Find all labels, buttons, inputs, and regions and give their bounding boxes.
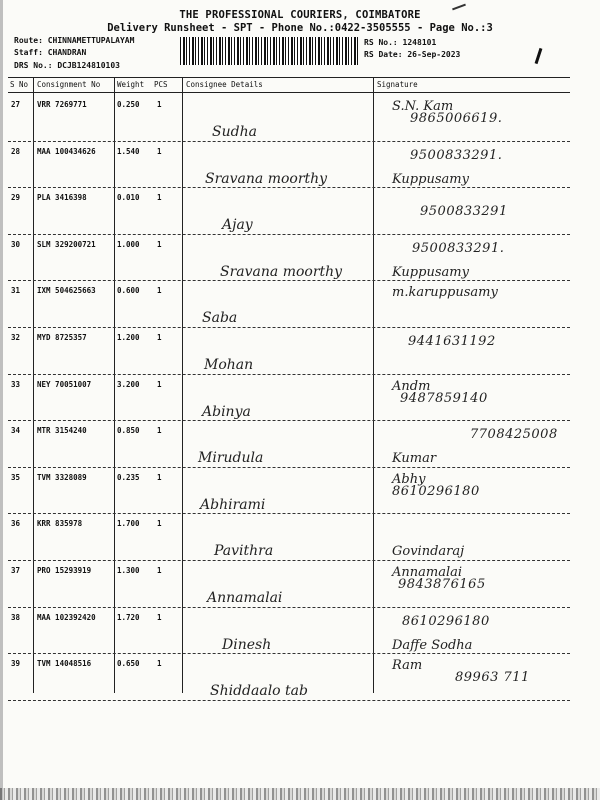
staff-value: CHANDRAN [47, 48, 87, 57]
rs-date-value: 26-Sep-2023 [407, 50, 461, 59]
row-consignment: MAA 102392420 [37, 612, 96, 622]
row-weight: 0.250 [117, 100, 140, 109]
phone-handwriting: 8610296180 [402, 613, 490, 629]
header-consignment: Consignment No [37, 80, 101, 89]
header-sno: S No [10, 80, 29, 89]
row-weight: 0.600 [117, 286, 140, 296]
row-sno: 32 [11, 333, 21, 342]
row-separator [8, 187, 570, 188]
row-sno: 35 [11, 472, 21, 482]
row-pcs: 1 [157, 426, 162, 436]
barcode [180, 37, 358, 65]
col-divider [373, 78, 374, 693]
route-value: CHINNAMETTUPALAYAM [47, 36, 135, 45]
row-pcs: 1 [157, 239, 162, 249]
rs-date-line [364, 50, 460, 59]
row-consignment: VRR 7269771 [37, 100, 87, 109]
row-pcs: 1 [157, 566, 162, 575]
row-sno: 29 [11, 193, 21, 203]
row-separator [8, 141, 570, 142]
col-divider [114, 78, 115, 693]
col-divider [33, 78, 34, 693]
signature-handwriting: m.karuppusamy [392, 285, 498, 301]
row-separator [8, 607, 570, 608]
row-consignment: TVM 14048516 [37, 659, 92, 669]
row-consignment: PRO 15293919 [37, 566, 92, 575]
row-weight: 0.850 [117, 426, 140, 436]
consignee-handwriting: Mirudula [198, 450, 264, 467]
row-separator [8, 234, 570, 235]
phone-handwriting: 9500833291. [412, 240, 505, 256]
signature-handwriting: S.N. Kam [392, 99, 454, 114]
row-sno: 36 [11, 519, 21, 529]
row-separator [8, 327, 570, 328]
row-separator [8, 374, 570, 375]
consignee-handwriting: Saba [202, 310, 238, 327]
route-line [14, 36, 134, 45]
row-pcs: 1 [157, 100, 162, 109]
row-pcs: 1 [157, 659, 162, 669]
row-sno: 31 [11, 286, 21, 296]
row-sno: 38 [11, 612, 21, 622]
consignee-handwriting: Ajay [222, 217, 253, 234]
signature-handwriting: Abhy [392, 471, 426, 487]
header-consignee: Consignee Details [186, 80, 263, 89]
row-pcs: 1 [157, 333, 162, 342]
phone-handwriting: 7708425008 [470, 427, 558, 443]
row-sno: 28 [11, 146, 21, 156]
phone-handwriting: 9487859140 [400, 390, 488, 406]
consignee-handwriting: Annamalai [207, 590, 283, 606]
row-weight: 1.720 [117, 612, 140, 622]
row-pcs: 1 [157, 472, 162, 482]
row-separator [8, 420, 570, 421]
phone-handwriting: 9441631192 [408, 334, 496, 349]
row-weight: 1.200 [117, 333, 140, 342]
route-label: Route: [14, 36, 43, 45]
row-pcs: 1 [157, 379, 162, 389]
scan-edge [0, 0, 3, 800]
rs-no-line [364, 38, 436, 47]
consignee-handwriting: Sravana moorthy [220, 263, 343, 280]
row-separator [8, 560, 570, 561]
signature-handwriting: Kumar [392, 451, 437, 467]
staff-label: Staff: [14, 48, 43, 57]
row-sno: 34 [11, 426, 21, 436]
consignee-handwriting: Sravana moorthy [205, 170, 328, 187]
row-weight: 1.000 [117, 239, 140, 249]
company-title: THE PROFESSIONAL COURIERS, COIMBATORE [179, 9, 421, 21]
rs-date-label: RS Date: [364, 50, 403, 59]
table-header-rule [8, 92, 570, 93]
row-separator [8, 280, 570, 281]
signature-handwriting: Ram [392, 658, 423, 674]
row-pcs: 1 [157, 286, 162, 296]
consignee-handwriting: Shiddaalo tab [210, 683, 308, 700]
phone-handwriting: 9865006619. [410, 111, 503, 126]
row-consignment: MTR 3154240 [37, 426, 87, 436]
signature-handwriting: Andm [392, 378, 431, 394]
consignee-handwriting: Pavithra [214, 543, 274, 560]
drs-value: DCJB124810103 [57, 61, 120, 70]
col-divider [182, 78, 183, 693]
header-weight: Weight [117, 80, 145, 89]
row-consignment: MYD 8725357 [37, 333, 87, 342]
consignee-handwriting: Dinesh [222, 636, 272, 653]
row-pcs: 1 [157, 519, 162, 529]
drs-label: DRS No.: [14, 61, 53, 70]
signature-handwriting: Kuppusamy [392, 171, 469, 187]
row-weight: 1.300 [117, 566, 140, 575]
row-sno: 27 [11, 100, 21, 109]
consignee-handwriting: Sudha [212, 124, 257, 140]
consignee-handwriting: Abhirami [200, 496, 266, 513]
row-consignment: MAA 100434626 [37, 146, 96, 156]
row-consignment: PLA 3416398 [37, 193, 87, 203]
phone-handwriting: 9843876165 [398, 577, 486, 592]
runsheet-subtitle: Delivery Runsheet - SPT - Phone No.:0422-3505555 - Page No.:3 [107, 22, 493, 34]
row-sno: 33 [11, 379, 21, 389]
row-pcs: 1 [157, 612, 162, 622]
row-weight: 0.235 [117, 472, 140, 482]
row-consignment: NEY 70051007 [37, 379, 92, 389]
row-weight: 3.200 [117, 379, 140, 389]
row-pcs: 1 [157, 146, 162, 156]
header-pcs: PCS [154, 80, 168, 89]
row-weight: 1.700 [117, 519, 140, 529]
row-consignment: SLM 329200721 [37, 239, 96, 249]
signature-handwriting: Govindaraj [392, 544, 465, 560]
row-separator [8, 653, 570, 654]
consignee-handwriting: Mohan [204, 357, 254, 373]
header-signature: Signature [377, 80, 418, 89]
row-separator [8, 700, 570, 701]
phone-handwriting: 8610296180 [392, 483, 480, 499]
row-consignment: TVM 3328089 [37, 472, 87, 482]
consignee-handwriting: Abinya [202, 403, 251, 420]
rs-no-label: RS No.: [364, 38, 398, 47]
row-sno: 30 [11, 239, 21, 249]
row-consignment: KRR 835978 [37, 519, 83, 529]
row-sno: 37 [11, 566, 21, 575]
table-top-rule [8, 77, 570, 78]
row-sno: 39 [11, 659, 21, 669]
phone-handwriting: 89963 711 [455, 670, 530, 686]
row-weight: 1.540 [117, 146, 140, 156]
signature-handwriting: Kuppusamy [392, 264, 469, 280]
phone-handwriting: 9500833291. [410, 147, 503, 163]
scan-noise-strip [0, 788, 600, 800]
row-pcs: 1 [157, 193, 162, 203]
signature-handwriting: Annamalai [392, 565, 463, 580]
row-separator [8, 467, 570, 468]
drs-line [14, 61, 120, 70]
signature-handwriting: Daffe Sodha [392, 637, 473, 653]
row-separator [8, 513, 570, 514]
staff-line [14, 48, 86, 57]
row-weight: 0.650 [117, 659, 140, 669]
phone-handwriting: 9500833291 [420, 204, 508, 220]
row-weight: 0.010 [117, 193, 140, 203]
tick-mark [535, 48, 543, 64]
row-consignment: IXM 504625663 [37, 286, 96, 296]
rs-no-value: 1248101 [402, 38, 437, 47]
